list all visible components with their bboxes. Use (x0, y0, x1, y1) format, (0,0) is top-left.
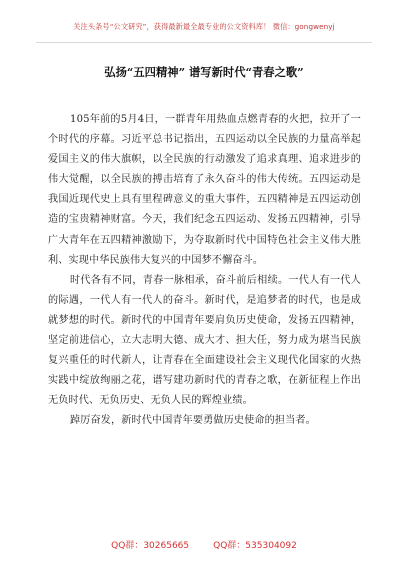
footer-qq-group-2: QQ群：535304092 (213, 541, 297, 551)
page-footer (0, 538, 408, 551)
header-promo-text: 关注头条号“公文研究”，获得最新最全最专业的公文资料库！ 微信：gongwenyj (73, 22, 335, 31)
paragraph-1: 105年前的5月4日，一群青年用热血点燃青春的火把，拉开了一个时代的序幕。习近平总书记指出，五四运动以全民族的力量高举起爱国主义的伟大旗帜，以全民族的行动激发了追求真理、追求进步的伟大觉醒，以全民族的搏击培育了永久奋斗的伟大传统。五四运动是我国近现代史上具有里程碑意义的重大事件，五四精神是五四运动创造的宝贵精神财富。今天，我们纪念五四运动、发扬五四精神，引导广大青年在五四精神激励下，为夺取新时代中国特色社会主义伟大胜利、实现中华民族伟大复兴的中国梦不懈奋斗。 (48, 114, 361, 266)
page-header (36, 14, 372, 43)
document-body (48, 110, 361, 432)
footer-qq-group-1: QQ群：30265665 (111, 541, 190, 551)
paragraph-2: 时代各有不同，青春一脉相承，奋斗前后相续。一代人有一代人的际遇，一代人有一代人的奋斗。新时代，是追梦者的时代，也是成就梦想的时代。新时代的中国青年要肩负历史使命，发扬五四精神，坚定前进信心，立大志明大德、成大才、担大任，努力成为堪当民族复兴重任的时代新人，让青春在全面建设社会主义现代化国家的火热实践中绽放绚丽之花，谱写建功新时代的青春之歌，在新征程上作出无负时代、无负历史、无负人民的辉煌业绩。 (48, 274, 361, 407)
document-title: 弘扬“五四精神” 谱写新时代“青春之歌” (104, 65, 304, 79)
paragraph-3: 踔厉奋发，新时代中国青年要勇做历史使命的担当者。 (70, 415, 316, 427)
